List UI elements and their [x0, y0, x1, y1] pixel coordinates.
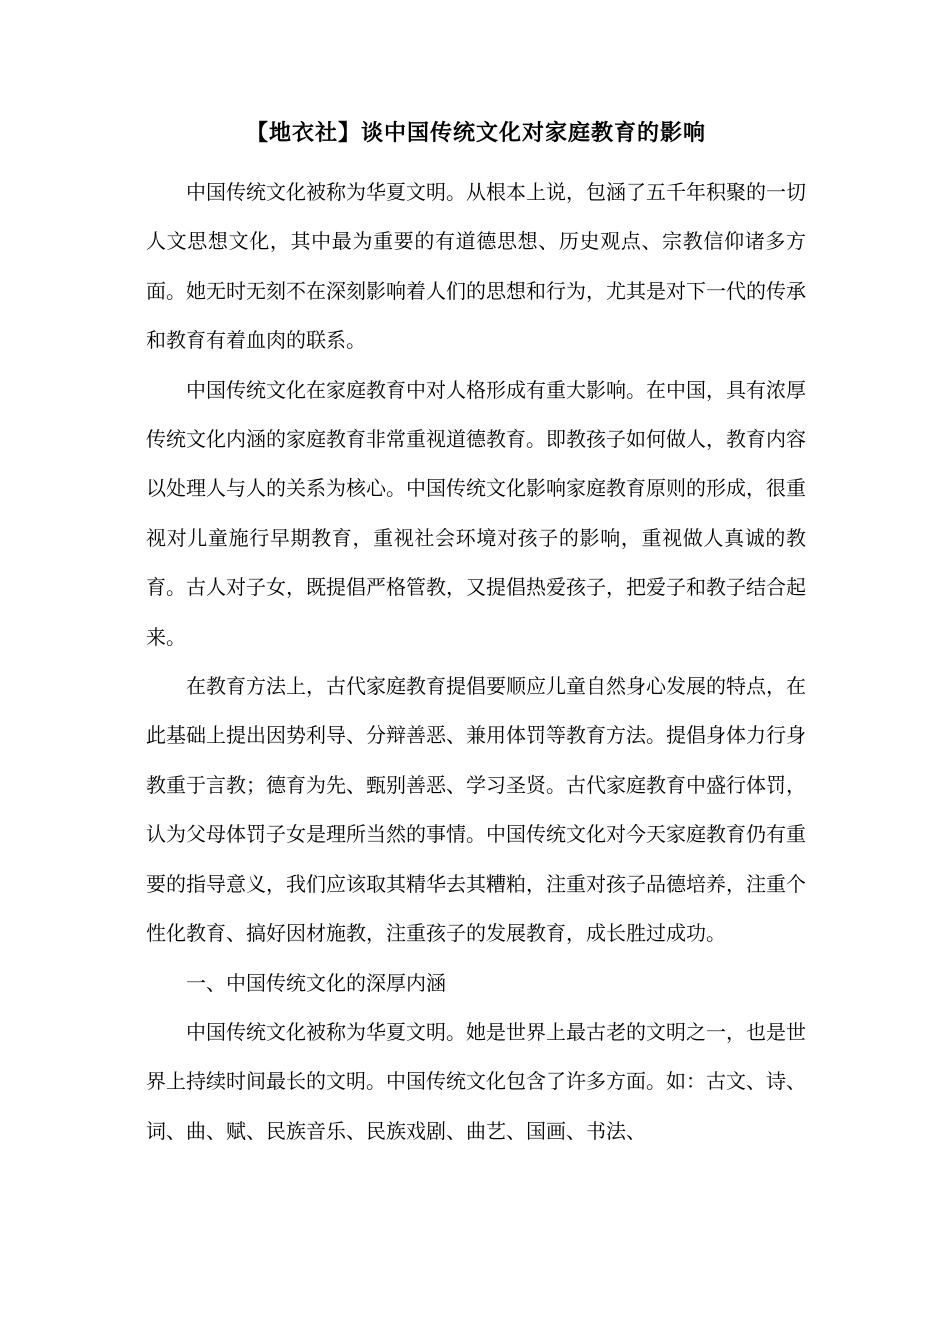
paragraph-methods: 在教育方法上，古代家庭教育提倡要顺应儿童自然身心发展的特点，在此基础上提出因势利导、分辩善恶、兼用体罚等教育方法。提倡身体力行身教重于言教；德育为先、甄别善恶、学习圣贤。古代家庭教育中盛行体罚，认为父母体罚子女是理所当然的事情。中国传统文化对今天家庭教育仍有重要的指导意义，我们应该取其精华去其糟粕，注重对孩子品德培养，注重个性化教育、搞好因材施教，注重孩子的发展教育，成长胜过成功。	[146, 674, 806, 946]
document-title: 【地衣社】谈中国传统文化对家庭教育的影响	[245, 120, 706, 146]
paragraph-content: 中国传统文化被称为华夏文明。她是世界上最古老的文明之一，也是世界上持续时间最长的文明。中国传统文化包含了许多方面。如：古文、诗、词、曲、赋、民族音乐、民族戏剧、曲艺、国画、书法、	[146, 1019, 806, 1143]
section-heading: 一、中国传统文化的深厚内涵	[186, 970, 446, 995]
document-body	[146, 168, 806, 1156]
paragraph-influence: 中国传统文化在家庭教育中对人格形成有重大影响。在中国，具有浓厚传统文化内涵的家庭教育非常重视道德教育。即教孩子如何做人，教育内容以处理人与人的关系为核心。中国传统文化影响家庭教育原则的形成，很重视对儿童施行早期教育，重视社会环境对孩子的影响，重视做人真诚的教育。古人对子女，既提倡严格管教，又提倡热爱孩子，把爱子和教子结合起来。	[146, 377, 806, 649]
paragraph-intro: 中国传统文化被称为华夏文明。从根本上说，包涵了五千年积聚的一切人文思想文化，其中最为重要的有道德思想、历史观点、宗教信仰诸多方面。她无时无刻不在深刻影响着人们的思想和行为，尤其是对下一代的传承和教育有着血肉的联系。	[146, 180, 806, 353]
